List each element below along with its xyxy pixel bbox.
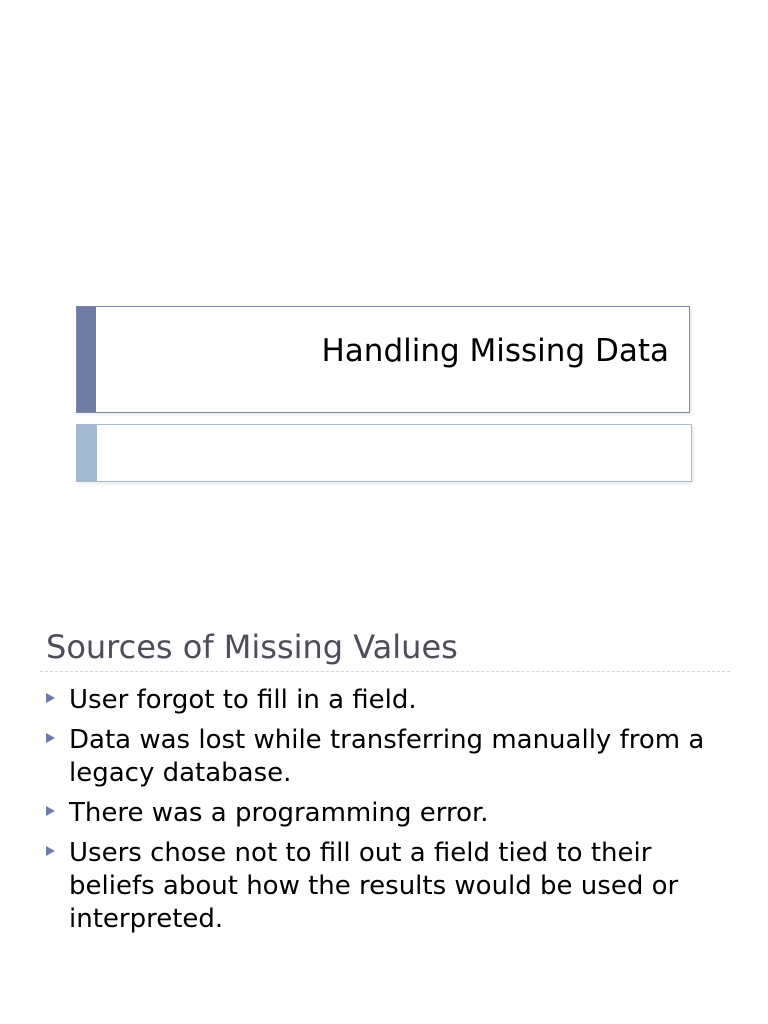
- bullet-item: [46, 684, 736, 717]
- content-heading: Sources of Missing Values: [46, 628, 458, 666]
- title-placeholder: [76, 306, 690, 413]
- bullet-item: [46, 724, 736, 790]
- triangle-bullet-icon: [46, 733, 55, 743]
- triangle-bullet-icon: [46, 846, 55, 856]
- bullet-text: Data was lost while transferring manually from a legacy database.: [69, 725, 705, 788]
- bullet-list: [46, 684, 736, 943]
- bullet-text: User forgot to fill in a field.: [69, 685, 417, 715]
- bullet-item: [46, 837, 736, 936]
- subtitle-accent-bar: [77, 425, 97, 481]
- triangle-bullet-icon: [46, 693, 55, 703]
- subtitle-placeholder: [76, 424, 692, 482]
- title-accent-bar: [77, 307, 96, 412]
- bullet-item: [46, 797, 736, 830]
- heading-divider: [40, 671, 730, 672]
- slide-title: Handling Missing Data: [321, 333, 669, 369]
- bullet-text: Users chose not to fill out a field tied to their beliefs about how the results would be used or interpreted.: [69, 838, 679, 934]
- triangle-bullet-icon: [46, 806, 55, 816]
- bullet-text: There was a programming error.: [69, 798, 489, 828]
